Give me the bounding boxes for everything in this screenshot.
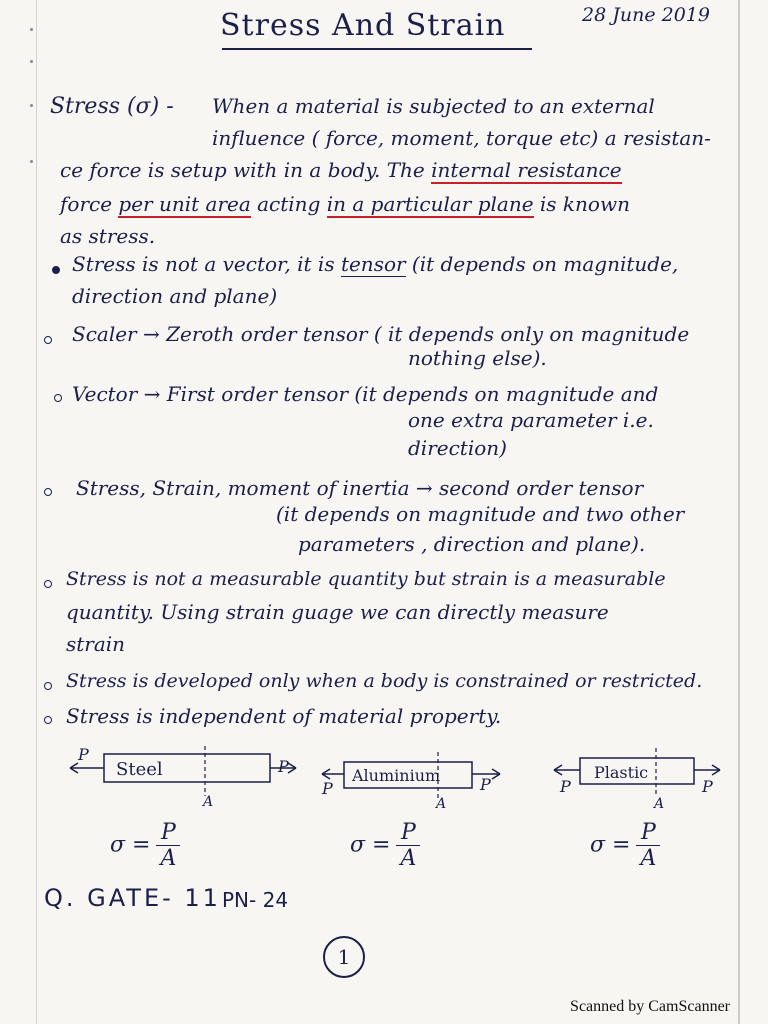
bullet-text: nothing else). <box>408 346 547 370</box>
bullet-text: Stress is independent of material property. <box>66 704 502 728</box>
page-title: Stress And Strain <box>220 8 506 43</box>
area-label: A <box>654 796 665 812</box>
highlight-internal-resistance: internal resistance <box>431 158 622 182</box>
margin-dot <box>30 60 33 63</box>
stress-label: Stress (σ) - <box>50 94 174 119</box>
date: 28 June 2019 <box>582 4 710 26</box>
bullet <box>52 266 60 274</box>
material-label: Aluminium <box>352 766 441 785</box>
bullet-text: parameters , direction and plane). <box>298 532 646 556</box>
steel-bar-diagram <box>70 745 296 810</box>
load-label: P <box>278 757 289 776</box>
area-label: A <box>436 796 447 812</box>
bullet-text: Scaler → Zeroth order tensor ( it depends only on magnitude <box>72 322 690 346</box>
load-label: P <box>480 775 491 794</box>
load-label: P <box>702 777 713 796</box>
scanner-watermark: Scanned by CamScanner <box>570 998 730 1015</box>
bullet <box>54 394 62 402</box>
bullet <box>44 488 52 496</box>
load-label: P <box>78 745 89 764</box>
bullet-text: quantity. Using strain guage we can directly measure <box>66 600 609 624</box>
highlight-per-unit-area: per unit area <box>118 192 251 216</box>
title-underline <box>222 48 532 50</box>
highlight-particular-plane: in a particular plane <box>326 192 534 216</box>
bullet-text: Stress, Strain, moment of inertia → second order tensor <box>76 476 644 500</box>
bar-diagrams <box>60 738 730 818</box>
text-line: as stress. <box>60 224 156 248</box>
page-number: 1 <box>323 936 365 978</box>
margin-dot <box>30 104 33 107</box>
page-edge <box>738 0 740 1024</box>
bullet-text: (it depends on magnitude and two other <box>276 502 685 526</box>
text-line: When a material is subjected to an external <box>212 94 655 118</box>
margin-dot <box>30 28 33 31</box>
bullet <box>44 716 52 724</box>
bullet-text: Vector → First order tensor (it depends on magnitude and <box>72 382 659 406</box>
bullet-text: Stress is developed only when a body is constrained or restricted. <box>66 670 703 692</box>
bullet-text: Stress is not a vector, it is tensor (it depends on magnitude, <box>72 252 679 276</box>
aluminium-bar-diagram <box>321 752 500 812</box>
bullet-text: strain <box>66 632 126 656</box>
bullet-text: direction) <box>408 436 507 460</box>
bullet-text: one extra parameter i.e. <box>408 408 654 432</box>
plastic-bar-diagram <box>554 748 720 812</box>
bullet <box>44 336 52 344</box>
margin-line <box>36 0 37 1024</box>
material-label: Steel <box>116 759 163 780</box>
stress-formula: σ = $\frac{P}{A}$ <box>590 820 660 871</box>
text-line: influence ( force, moment, torque etc) a resistan- <box>212 126 711 150</box>
stress-formula: σ = $\frac{P}{A}$ <box>350 820 420 871</box>
bullet-text: direction and plane) <box>72 284 278 308</box>
bullet <box>44 682 52 690</box>
page-ref: PN- 24 <box>222 888 289 912</box>
text-line: force per unit area acting in a particular plane is known <box>60 192 630 216</box>
text-line: ce force is setup with in a body. The internal resistance <box>60 158 622 182</box>
bullet-text: Stress is not a measurable quantity but strain is a measurable <box>66 568 666 590</box>
load-label: P <box>560 777 571 796</box>
load-label: P <box>322 779 333 798</box>
margin-dot <box>30 160 33 163</box>
area-label: A <box>203 794 214 810</box>
material-label: Plastic <box>594 763 649 782</box>
stress-formula: σ = $\frac{P}{A}$ <box>110 820 180 871</box>
question-ref: Q. GATE- 11 <box>44 884 221 912</box>
bullet <box>44 580 52 588</box>
